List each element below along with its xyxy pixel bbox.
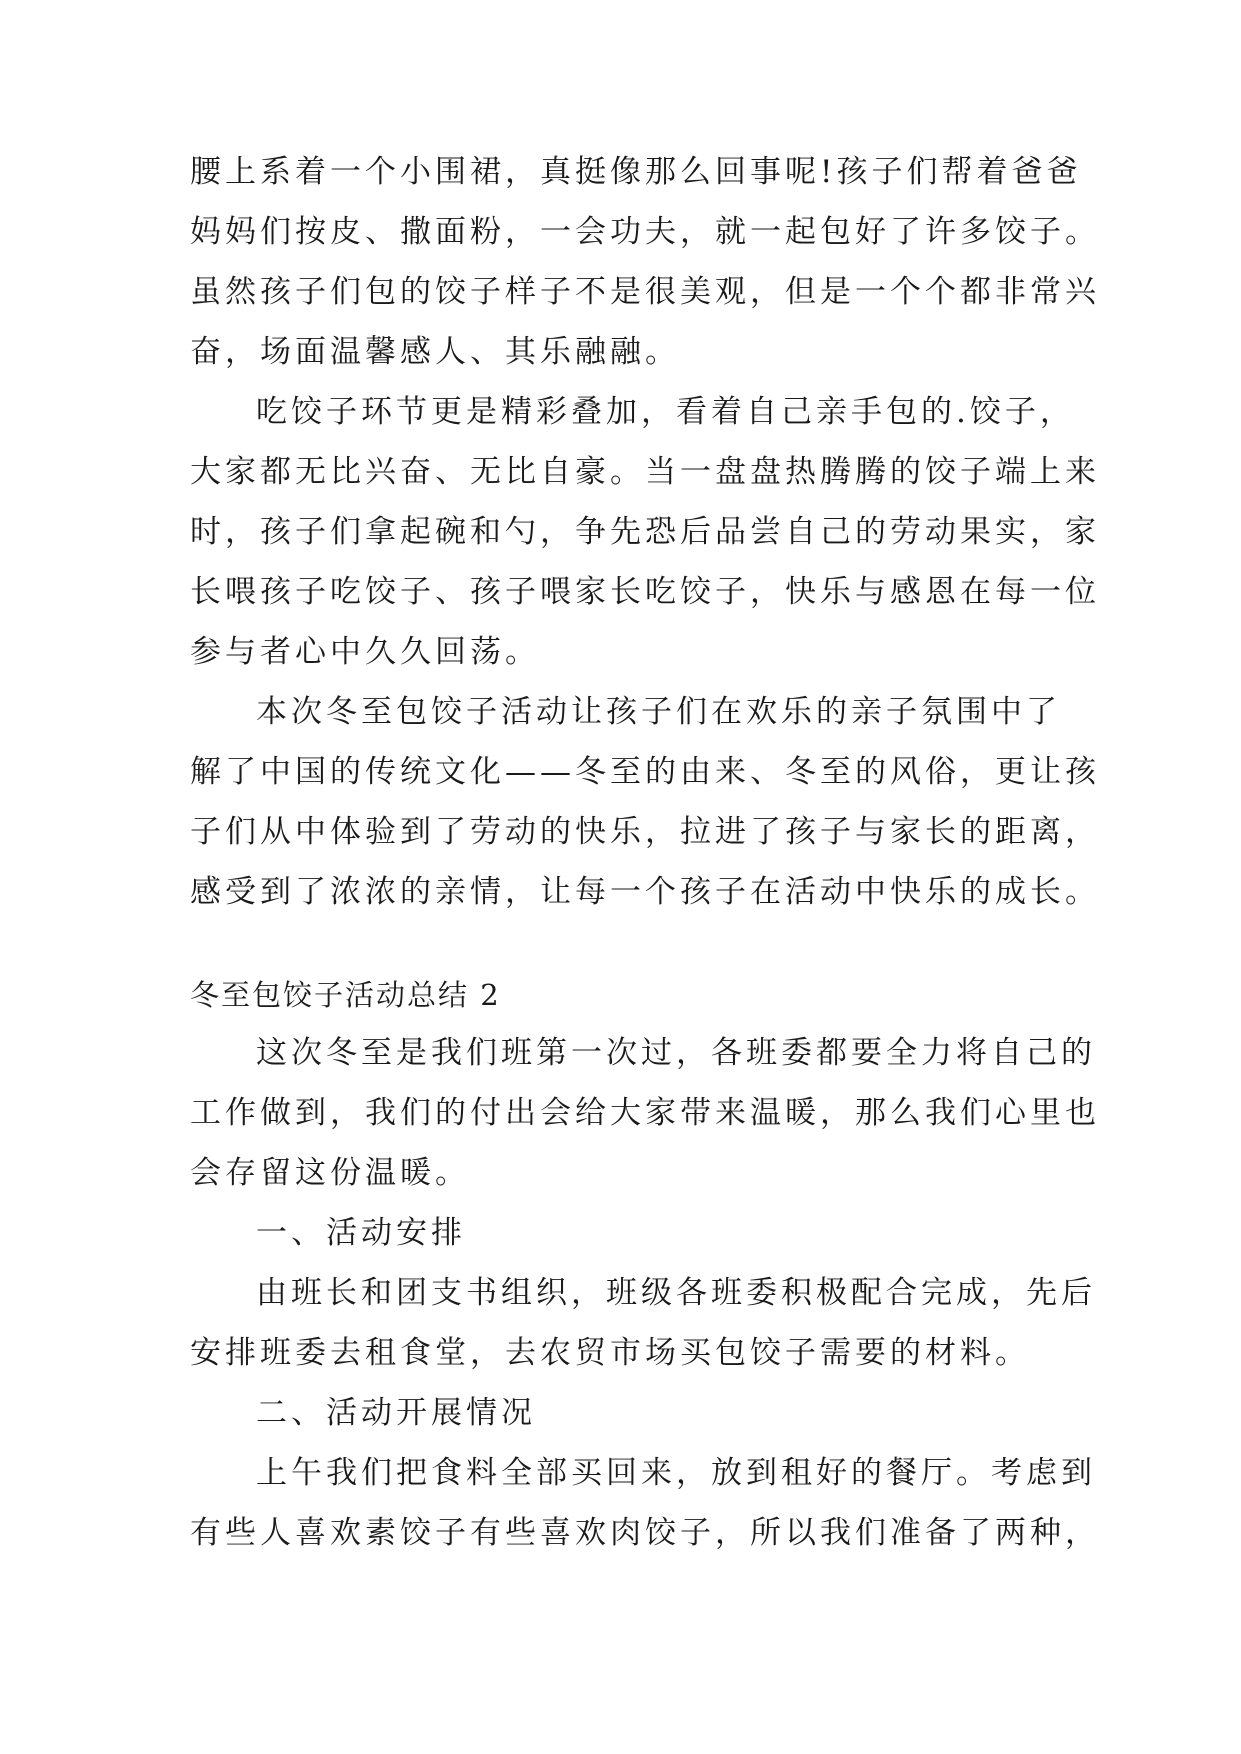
paragraph-line: 大家都无比兴奋、无比自豪。当一盘盘热腾腾的饺子端上来 bbox=[190, 454, 1100, 490]
paragraph-line: 工作做到，我们的付出会给大家带来温暖，那么我们心里也 bbox=[190, 1095, 1100, 1131]
paragraph-line: 本次冬至包饺子活动让孩子们在欢乐的亲子氛围中了 bbox=[256, 694, 1061, 730]
paragraph-line: 虽然孩子们包的饺子样子不是很美观，但是一个个都非常兴 bbox=[190, 274, 1100, 310]
paragraph-line: 腰上系着一个小围裙，真挺像那么回事呢!孩子们帮着爸爸 bbox=[190, 154, 1082, 190]
paragraph-line: 感受到了浓浓的亲情，让每一个孩子在活动中快乐的成长。 bbox=[190, 874, 1100, 910]
section-title: 冬至包饺子活动总结 2 bbox=[190, 978, 501, 1012]
paragraph-line: 有些人喜欢素饺子有些喜欢肉饺子，所以我们准备了两种， bbox=[190, 1515, 1100, 1551]
paragraph-line: 长喂孩子吃饺子、孩子喂家长吃饺子，快乐与感恩在每一位 bbox=[190, 574, 1100, 610]
paragraph-line: 解了中国的传统文化——冬至的由来、冬至的风俗，更让孩 bbox=[190, 754, 1100, 790]
paragraph-line: 妈妈们按皮、撒面粉，一会功夫，就一起包好了许多饺子。 bbox=[190, 214, 1100, 250]
paragraph-line: 子们从中体验到了劳动的快乐，拉进了孩子与家长的距离， bbox=[190, 814, 1100, 850]
subheading-activity-progress: 二、活动开展情况 bbox=[256, 1395, 536, 1431]
paragraph-line: 时，孩子们拿起碗和勺，争先恐后品尝自己的劳动果实，家 bbox=[190, 514, 1100, 550]
paragraph-line: 由班长和团支书组织，班级各班委积极配合完成，先后 bbox=[256, 1275, 1096, 1311]
paragraph-line: 吃饺子环节更是精彩叠加，看着自己亲手包的.饺子， bbox=[256, 394, 1075, 430]
paragraph-line: 上午我们把食料全部买回来，放到租好的餐厅。考虑到 bbox=[256, 1455, 1096, 1491]
paragraph-line: 奋，场面温馨感人、其乐融融。 bbox=[190, 334, 680, 370]
paragraph-line: 安排班委去租食堂，去农贸市场买包饺子需要的材料。 bbox=[190, 1335, 1030, 1371]
paragraph-line: 会存留这份温暖。 bbox=[190, 1155, 470, 1191]
paragraph-line: 参与者心中久久回荡。 bbox=[190, 634, 540, 670]
subheading-activity-arrangement: 一、活动安排 bbox=[256, 1215, 466, 1251]
paragraph-line: 这次冬至是我们班第一次过，各班委都要全力将自己的 bbox=[256, 1035, 1096, 1071]
